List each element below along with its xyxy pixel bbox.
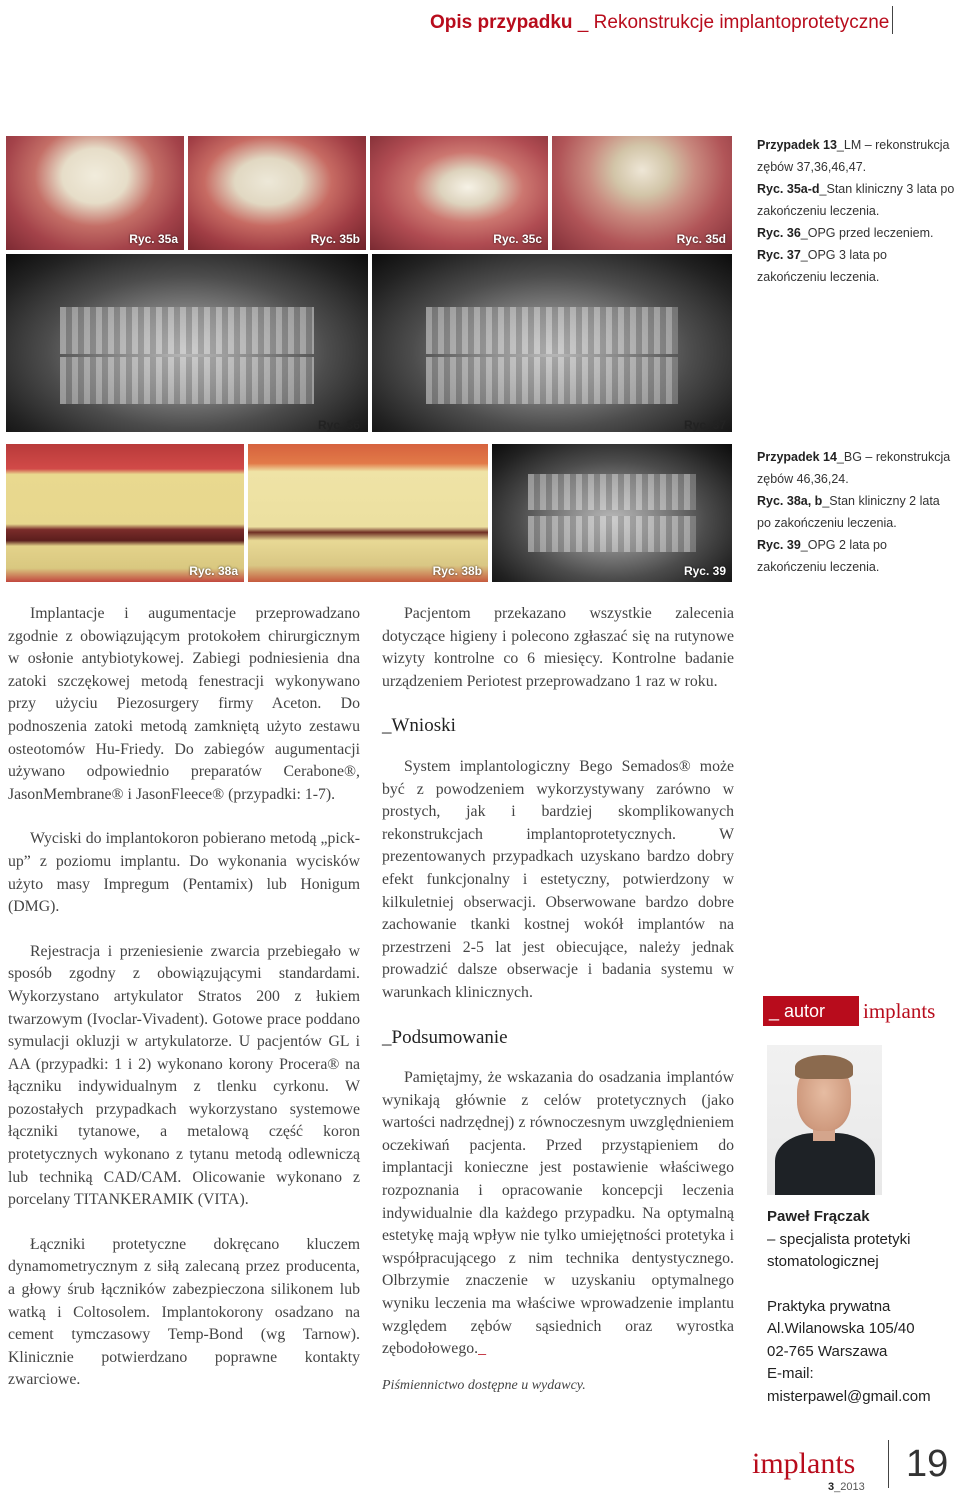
paragraph-text: Pamiętajmy, że wskazania do osadzania implantów wynikają głównie z celów protetycznych (jako wartości nadrzędnej) z równoczesnym uwzględnieniem oczekiwań pacjenta. Przed przystąpieniem do implantacji konieczne jest postawienie właściwego rozpoznania i opracowanie koncepcji leczenia indywidualnie dla każdego przypadku. Na optymalną estetykę mają wpływ nie tylko umiejętności protetyka i współpracującego z nim technika dentystycznego. Olbrzymie znaczenie w uzyskaniu optymalnego wyniku leczenia ma właściwe wprowadzenie implantu względem zębów sąsiednich oraz wyrostka zębodołowego. — [382, 1069, 734, 1358]
figure-caption: Ryc. 35a — [129, 232, 178, 246]
author-label: _ autor — [763, 996, 859, 1026]
section-heading-wnioski: _Wnioski — [382, 715, 456, 737]
figure-36-caption: Ryc. 36 — [318, 418, 361, 432]
figure-36-xray — [6, 254, 368, 432]
paragraph: Implantacje i augumentacje przeprowadzano zgodnie z obowiązującym protokołem chirurgicznym w osłonie antybiotykowej. Zabiegi podniesienia dna zatoki szczękowej metodą fenestracji wykonywano przy użyciu Piezosurgery firmy Aceton. Do podnoszenia zatoki metodą zamkniętą użyto zestawu osteotomów Hu-Friedy. Do zabiegów augumentacji używano odpowiednio preparatów Cerabone®, JasonMembrane® i JasonFleece® (przypadki: 1-7). — [8, 605, 360, 803]
author-brand: implants — [863, 999, 936, 1023]
figure-35d — [552, 136, 732, 250]
section-heading-podsumowanie: _Podsumowanie — [382, 1026, 508, 1048]
footer-divider — [888, 1440, 889, 1488]
author-city: 02-765 Warszawa — [767, 1342, 888, 1360]
case-13-title: Przypadek 13 — [757, 138, 837, 152]
header-divider — [892, 6, 893, 34]
figure-caption: Ryc. 38a — [189, 564, 238, 578]
paragraph — [382, 1067, 734, 1361]
header-section: Opis przypadku — [430, 12, 573, 33]
figure-caption: Ryc. 35c — [493, 232, 542, 246]
figure-39-xray — [492, 444, 732, 582]
portrait-body — [775, 1133, 875, 1195]
case-14-title-rest: _BG – rekonstrukcja zębów 46,36,24. — [757, 450, 951, 486]
portrait-hair — [795, 1055, 853, 1079]
paragraph: Wyciski do implantokoron pobierano metodą „pick-up” z poziomu implantu. Do wykonania wycisków użyto masy Impregum (Pentamix) lub Honigum (DMG). — [8, 830, 360, 916]
case-14-text-1: _Stan kliniczny 2 lata po zakończeniu leczenia. — [757, 494, 940, 530]
case-13-text-2: _OPG przed leczeniem. — [800, 226, 934, 240]
figure-caption: Ryc. 38b — [432, 564, 482, 578]
author-name: Paweł Frączak — [767, 1208, 870, 1225]
author-email-label: E-mail: — [767, 1365, 814, 1382]
figure-37-caption: Ryc. 37 — [684, 418, 727, 432]
case-13-text-3: _OPG 3 lata po zakończeniu leczenia. — [757, 248, 887, 284]
figure-38b — [248, 444, 488, 582]
paragraph: System implantologiczny Bego Semados® może być z powodzeniem wykorzystywany zarówno w prostych, jak i bardziej skomplikowanych rekonstrukcjach implantoprotetycznych. W prezentowanych przypadkach uzyskano bardzo dobry efekt funkcjonalny i estetyczny, potwierdzony w kilkuletniej obserwacji. Obserwowane bardzo dobre zachowanie tkanki kostnej wokół implantów na przestrzeni 2-5 lat jest obiecujące, należy jednak prowadzić dalsze obserwacje i badania systemu w warunkach klinicznych. — [382, 757, 734, 1001]
right-text-column — [382, 603, 734, 1397]
case-13-ref-3: Ryc. 37 — [757, 248, 801, 262]
figure-35b — [188, 136, 366, 250]
page-number: 19 — [906, 1443, 949, 1485]
caption-case-13 — [757, 134, 957, 288]
author-practice: Praktyka prywatna — [767, 1297, 891, 1315]
case-14-ref-1: Ryc. 38a, b — [757, 494, 823, 508]
paragraph: Pacjentom przekazano wszystkie zalecenia dotyczące higieny i polecono zgłaszać się na rutynowe wizyty kontrolne co 6 miesięcy. Kontrolne badanie urządzeniem Periotest przeprowadzano 1 raz w roku. — [382, 605, 734, 690]
author-street: Al.Wilanowska 105/40 — [767, 1320, 915, 1337]
case-13-text-1: _Stan kliniczny 3 lata po zakończeniu leczenia. — [757, 182, 955, 218]
header-topic: Rekonstrukcje implantoprotetyczne — [593, 12, 890, 33]
author-role: – specjalista protetyki stomatologicznej — [767, 1230, 911, 1270]
figure-caption: Ryc. 35b — [310, 232, 360, 246]
figure-35a — [6, 136, 184, 250]
figure-caption: Ryc. 39 — [683, 564, 726, 578]
footer-issue — [828, 1481, 865, 1493]
case-13-ref-1: Ryc. 35a-d — [757, 182, 820, 196]
paragraph: Łączniki protetyczne dokręcano kluczem dynamometrycznym z siłą zalecaną przez producenta, a głowy śrub łączników zabezpieczona silikonem lub watką i Coltosolem. Implantokorony osadzano na cement tymczasowy Temp-Bond (wg Tarnow). Klinicznie potwierdzano poprawne kontakty zwarciowe. — [8, 1235, 360, 1389]
author-photo — [767, 1045, 882, 1195]
author-header — [763, 996, 955, 1026]
case-14-text-2: _OPG 2 lata po zakończeniu leczenia. — [757, 538, 887, 574]
issue-number: 3 — [828, 1481, 835, 1493]
footer-brand: implants — [752, 1447, 856, 1480]
case-14-ref-2: Ryc. 39 — [757, 538, 801, 552]
figure-35c — [370, 136, 548, 250]
case-13-ref-2: Ryc. 36 — [757, 226, 801, 240]
figure-37-xray — [372, 254, 732, 432]
author-email[interactable]: misterpawel@gmail.com — [767, 1387, 931, 1405]
case-13-title-rest: _LM – rekonstrukcja zębów 37,36,46,47. — [757, 138, 950, 174]
figure-38a — [6, 444, 244, 582]
end-mark: _ — [478, 1340, 486, 1358]
paragraph: Rejestracja i przeniesienie zwarcia przebiegało w sposób zgodny z obowiązującymi standardami. Wykorzystano artykulator Stratos 200 z łukiem twarzowym (Ivoclar-Vivadent). Gotowe prace poddano symulacji okluzji w artykulatorze. U pacjentów GL i AA (przypadki: 1 i 2) wykonano korony Procera® na łączniku indywidualnym z tlenku cyrkonu. W pozostałych przypadkach wykorzystano systemowe łączniki tytanowe, a metalową część koron protetycznych wykonano z tytanu metodą odlewniczą lub techniką CAD/CAM. Olicowanie wykonano z porcelany TITANKERAMIK (VITA). — [8, 942, 360, 1209]
case-14-title: Przypadek 14 — [757, 450, 837, 464]
figure-caption: Ryc. 35d — [676, 232, 726, 246]
references-note: Piśmiennictwo dostępne u wydawcy. — [382, 1377, 586, 1393]
issue-year: _2013 — [834, 1481, 865, 1493]
header-separator: _ — [572, 12, 594, 33]
left-text-column — [8, 603, 360, 1392]
author-info — [767, 1206, 957, 1408]
caption-case-14 — [757, 446, 957, 578]
page-header — [430, 12, 889, 34]
